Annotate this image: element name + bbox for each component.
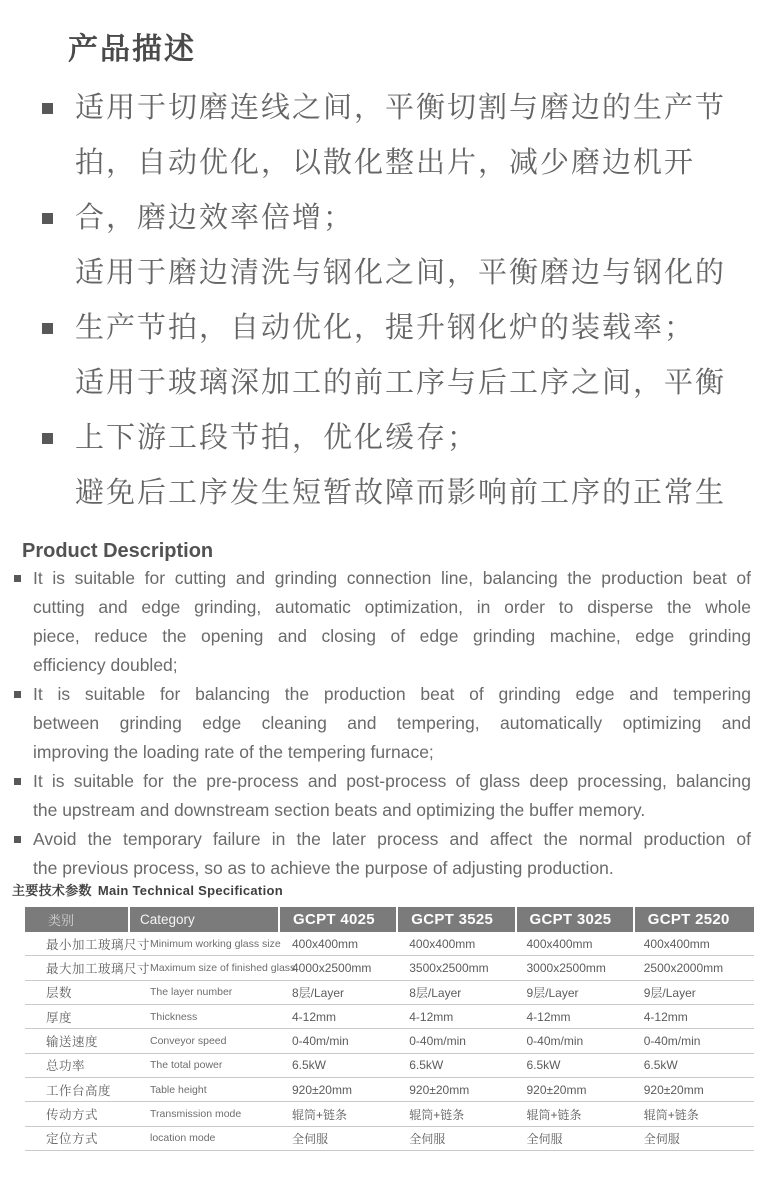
row-value-cell: 6.5kW	[643, 1058, 678, 1073]
table-row	[25, 932, 754, 956]
en-text-line	[33, 680, 751, 709]
cn-text-line	[0, 81, 768, 136]
header-cell-category-zh: 类别	[25, 907, 130, 932]
en-text-line	[33, 738, 751, 767]
row-label-en: Table height	[150, 1083, 207, 1096]
row-value-cell: 0-40m/min	[526, 1034, 584, 1049]
row-value-cell: 辊筒+链条	[409, 1107, 465, 1122]
row-label-zh: 总功率	[46, 1059, 86, 1074]
spec-section-title	[12, 880, 283, 899]
spec-title-zh: 主要技术参数	[12, 883, 92, 898]
row-value-cell: 4000x2500mm	[292, 961, 372, 976]
row-value-cell: 4-12mm	[643, 1009, 688, 1024]
row-label-en: location mode	[150, 1132, 216, 1145]
bullet-square-icon	[42, 213, 53, 224]
bullet-square-icon	[42, 323, 53, 334]
cn-bullet-list	[0, 81, 768, 521]
row-value-cell: 920±20mm	[292, 1082, 352, 1097]
row-label-en: Transmission mode	[150, 1108, 242, 1121]
spec-table-body	[25, 932, 754, 1151]
row-value-cell: 400x400mm	[643, 936, 710, 951]
row-value-cell: 920±20mm	[409, 1082, 470, 1097]
row-value-cell: 6.5kW	[409, 1058, 444, 1073]
table-row	[25, 956, 754, 980]
row-value-cell: 400x400mm	[526, 936, 593, 951]
row-value-cell: 6.5kW	[526, 1058, 561, 1073]
row-label-zh: 最大加工玻璃尺寸	[46, 962, 151, 977]
spec-title-en: Main Technical Specification	[97, 883, 283, 898]
row-value-cell: 920±20mm	[526, 1082, 587, 1097]
row-value-cell: 4-12mm	[526, 1009, 571, 1024]
row-value-cell: 全伺服	[526, 1131, 563, 1146]
row-label-zh: 最小加工玻璃尺寸	[46, 937, 151, 952]
en-line-text: It is suitable for cutting and grinding connection line, balancing the production beat of	[33, 568, 751, 588]
row-label-zh: 厚度	[46, 1010, 73, 1025]
en-text-line	[33, 854, 751, 883]
row-value-cell: 400x400mm	[409, 936, 476, 951]
table-row	[25, 1029, 754, 1053]
cn-text-line	[0, 466, 768, 521]
row-value-cell: 0-40m/min	[292, 1034, 349, 1049]
row-value-cell: 4-12mm	[409, 1009, 454, 1024]
en-line-text: the upstream and downstream section beats and optimizing the buffer memory.	[33, 800, 646, 820]
row-value-cell: 0-40m/min	[643, 1034, 701, 1049]
en-line-text: Avoid the temporary failure in the later process and affect the normal production of	[33, 829, 751, 849]
en-line-text: between grinding edge cleaning and tempering, automatically optimizing and	[33, 713, 751, 733]
row-value-cell: 辊筒+链条	[292, 1107, 348, 1122]
header-cell-model: GCPT 3025	[517, 907, 635, 932]
row-value-cell: 0-40m/min	[409, 1034, 466, 1049]
en-bullet-list	[33, 564, 751, 883]
bullet-square-icon	[42, 433, 53, 444]
row-value-cell: 全伺服	[292, 1131, 329, 1146]
row-label-zh: 层数	[46, 986, 73, 1001]
cn-line-text: 适用于磨边清洗与钢化之间，平衡磨边与钢化的	[75, 257, 727, 289]
en-line-text: piece, reduce the opening and closing of edge grinding machine, edge grinding	[33, 626, 751, 646]
bullet-square-icon	[14, 778, 21, 785]
row-label-zh: 传动方式	[46, 1108, 99, 1123]
row-label-zh: 定位方式	[46, 1132, 99, 1147]
table-row	[25, 981, 754, 1005]
header-cell-model: GCPT 3525	[398, 907, 516, 932]
cn-text-line	[0, 246, 768, 301]
row-value-cell: 2500x2000mm	[643, 961, 724, 976]
en-line-text: efficiency doubled;	[33, 655, 178, 675]
bullet-square-icon	[14, 691, 21, 698]
cn-line-text: 避免后工序发生短暂故障而影响前工序的正常生	[75, 477, 727, 509]
row-value-cell: 9层/Layer	[643, 985, 696, 1000]
row-label-zh: 输送速度	[46, 1035, 99, 1050]
en-text-line	[33, 622, 751, 651]
en-line-text: It is suitable for balancing the production beat of grinding edge and tempering	[33, 684, 751, 704]
cn-text-line	[0, 411, 768, 466]
en-text-line	[33, 825, 751, 854]
en-text-line	[33, 767, 751, 796]
cn-line-text: 上下游工段节拍，优化缓存；	[75, 422, 479, 454]
row-label-en: The layer number	[150, 986, 233, 999]
bullet-square-icon	[14, 836, 21, 843]
header-cell-model: GCPT 4025	[280, 907, 398, 932]
en-text-line	[33, 593, 751, 622]
table-row	[25, 1127, 754, 1151]
en-text-line	[33, 709, 751, 738]
row-label-en: Maximum size of finished glass	[150, 962, 296, 975]
table-row	[25, 1054, 754, 1078]
row-value-cell: 3000x2500mm	[526, 961, 606, 976]
header-cell-category-en: Category	[130, 907, 280, 932]
row-value-cell: 辊筒+链条	[643, 1107, 699, 1122]
en-text-line	[33, 796, 751, 825]
header-cell-model: GCPT 2520	[647, 911, 730, 928]
cn-line-text: 适用于切磨连线之间，平衡切割与磨边的生产节	[75, 92, 727, 124]
row-label-en: Conveyor speed	[150, 1035, 227, 1048]
row-label-zh: 工作台高度	[46, 1083, 112, 1098]
spec-table	[25, 907, 754, 1151]
row-value-cell: 3500x2500mm	[409, 961, 489, 976]
row-value-cell: 6.5kW	[292, 1058, 327, 1073]
cn-text-line	[0, 191, 768, 246]
cn-text-line	[0, 356, 768, 411]
row-label-en: Thickness	[150, 1010, 198, 1023]
row-value-cell: 8层/Layer	[409, 985, 462, 1000]
row-value-cell: 4-12mm	[292, 1009, 337, 1024]
table-row	[25, 1005, 754, 1029]
row-value-cell: 920±20mm	[643, 1082, 704, 1097]
en-text-line	[33, 651, 751, 680]
cn-line-text: 生产节拍，自动优化，提升钢化炉的装载率；	[75, 312, 696, 344]
cn-line-text: 合，磨边效率倍增；	[75, 202, 355, 234]
row-value-cell: 辊筒+链条	[526, 1107, 582, 1122]
en-line-text: improving the loading rate of the tempering furnace;	[33, 742, 434, 762]
row-value-cell: 全伺服	[409, 1131, 446, 1146]
cn-section-title: 产品描述	[68, 33, 196, 66]
en-line-text: It is suitable for the pre-process and post-process of glass deep processing, balancing	[33, 771, 751, 791]
bullet-square-icon	[14, 575, 21, 582]
table-row	[25, 1102, 754, 1126]
row-label-en: The total power	[150, 1059, 223, 1072]
en-section-title: Product Description	[22, 540, 214, 562]
row-label-en: Minimum working glass size	[150, 937, 281, 950]
bullet-square-icon	[42, 103, 53, 114]
table-row	[25, 1078, 754, 1102]
en-line-text: cutting and edge grinding, automatic optimization, in order to disperse the whole	[33, 597, 751, 617]
cn-text-line	[0, 136, 768, 191]
row-value-cell: 8层/Layer	[292, 985, 345, 1000]
cn-line-text: 拍，自动优化，以散化整出片，减少磨边机开	[75, 147, 696, 179]
cn-line-text: 适用于玻璃深加工的前工序与后工序之间，平衡	[75, 367, 727, 399]
spec-table-header-row	[25, 907, 754, 932]
row-value-cell: 400x400mm	[292, 936, 359, 951]
en-text-line	[33, 564, 751, 593]
row-value-cell: 9层/Layer	[526, 985, 579, 1000]
cn-text-line	[0, 301, 768, 356]
en-line-text: the previous process, so as to achieve the purpose of adjusting production.	[33, 858, 614, 878]
row-value-cell: 全伺服	[643, 1131, 680, 1146]
